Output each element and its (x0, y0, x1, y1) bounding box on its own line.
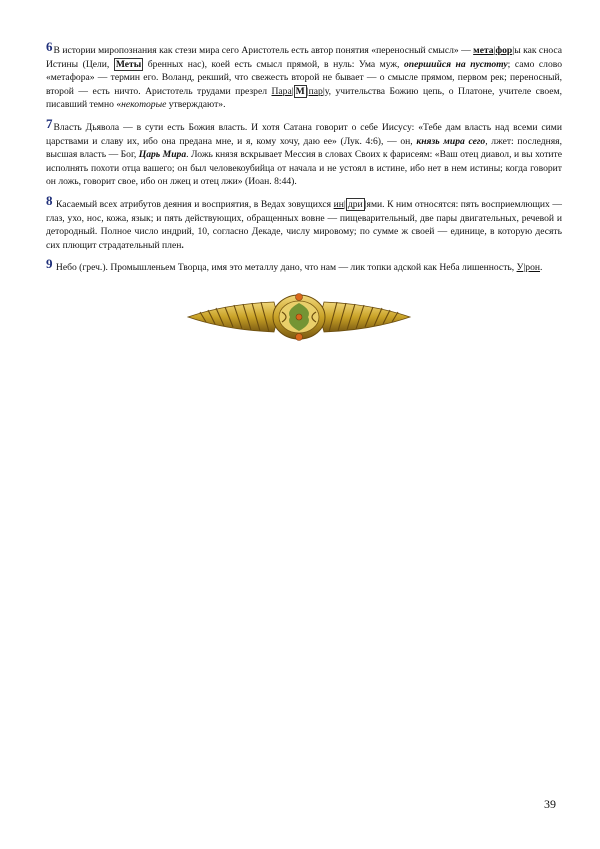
footnote-text-run: мета (473, 45, 494, 56)
footnote-text-run: дри (347, 198, 363, 210)
footnote-text-run: Касаемый всех атрибутов деяния и восприятия, в Ведах зовущихся (53, 198, 334, 210)
footnote-text-run: |ы как сноса Истины (Цели, (46, 45, 562, 70)
footnote-number: 9 (46, 256, 53, 272)
footnote-8 (46, 194, 562, 252)
footnote-number: 8 (46, 192, 53, 208)
decorative-divider-ornament (186, 292, 412, 342)
footnote-text-run: В истории миропознания как стези мира сего Аристотель есть автор понятия «переносный смысл» — (53, 45, 474, 56)
footnote-text-run: некоторые (121, 99, 167, 111)
footnote-text-run: Меты (115, 58, 142, 70)
footnote-7 (46, 117, 562, 189)
footnote-text-run: . (540, 262, 543, 274)
footnotes-block (46, 40, 562, 280)
page-number: 39 (544, 797, 556, 811)
footnote-text-run: Власть Дьявола — в сути есть Божия власть. И хотя Сатана говорит о себе Иисусу: «Тебе дам власть над всеми сими царствами и славу их, ибо она предана мне, и я, кому хочу, даю ее» (Лук. 4:6), — он, (46, 121, 562, 147)
footnote-text-run: Небо (греч.). Промышленьем Творца, имя это металлу дано, что нам — лик топки адской как Неба лишенность, (53, 262, 517, 274)
footnote-text-run: | (493, 45, 496, 56)
footnote-text-run: бренных нас), коей есть смысл прямой, в нуль: Ума муж, (143, 58, 404, 70)
footnote-text-run: . (181, 239, 184, 251)
footnote-number: 6 (46, 39, 53, 54)
footnote-text-run: | (291, 85, 294, 97)
footnote-text-run: рон (525, 262, 541, 274)
footnote-text-run: князь мира сего (416, 135, 486, 147)
footnote-text-run: ин (333, 198, 344, 210)
footnote-text-run: , лжет: последняя, высшая власть — Бог, (46, 135, 562, 161)
footnote-number: 7 (46, 115, 53, 131)
footnote-text-run: У (516, 262, 524, 274)
footnote-text-run: . Ложь князя вскрывает Мессия в словах Своих к фарисеям: «Ваш отец диавол, и вы хотите исполнять похоти отца вашего; он был человекоубийца от начала и не устоял в истине, ибо нет в нем истины; когда говорит он ложь, говорит свое, ибо он лжец и отец лжи» (Иоан. 8:44). (46, 149, 562, 188)
footnote-text-run: ; само слово «метафора» — термин его. Воланд, рекший, что свежесть второй не бывает — о смысле прямом, первом рек; переносный, второй — есть ничто. Аристотель трудами презрел (46, 58, 562, 97)
footnote-text-run: Пара (271, 85, 292, 97)
footnote-text-run: | (523, 262, 526, 274)
footnote-text-run: пар (308, 85, 323, 97)
footnote-9 (46, 257, 562, 275)
footnote-text-run: | (306, 85, 309, 97)
footnote-text-run: |у, учительства Божию цепь, о Платоне, учителе своем, писавший темно « (46, 85, 562, 111)
footnote-text-run: Царь Мира (138, 149, 187, 161)
footnote-text-run: |ями. К ним относятся: пять восприемлющих — глаз, ухо, нос, кожа, язык; и пять действующих, обращенных вовне — пищеварительный, две пары двигательных, речевой и детородный. Полное число индрий, 10, согласно Декаде, числу мировому; по сумме ж своей — единице, в которую десять сих плющит страдательный плен (46, 198, 562, 251)
footnote-text-run: | (343, 198, 346, 210)
footnote-text-run: фор (495, 45, 513, 56)
footnote-text-run: утверждают». (166, 99, 226, 111)
footnote-6 (46, 40, 562, 112)
footnote-text-run: М (295, 85, 305, 97)
footnote-text-run: опершийся на пустоту (403, 58, 508, 70)
